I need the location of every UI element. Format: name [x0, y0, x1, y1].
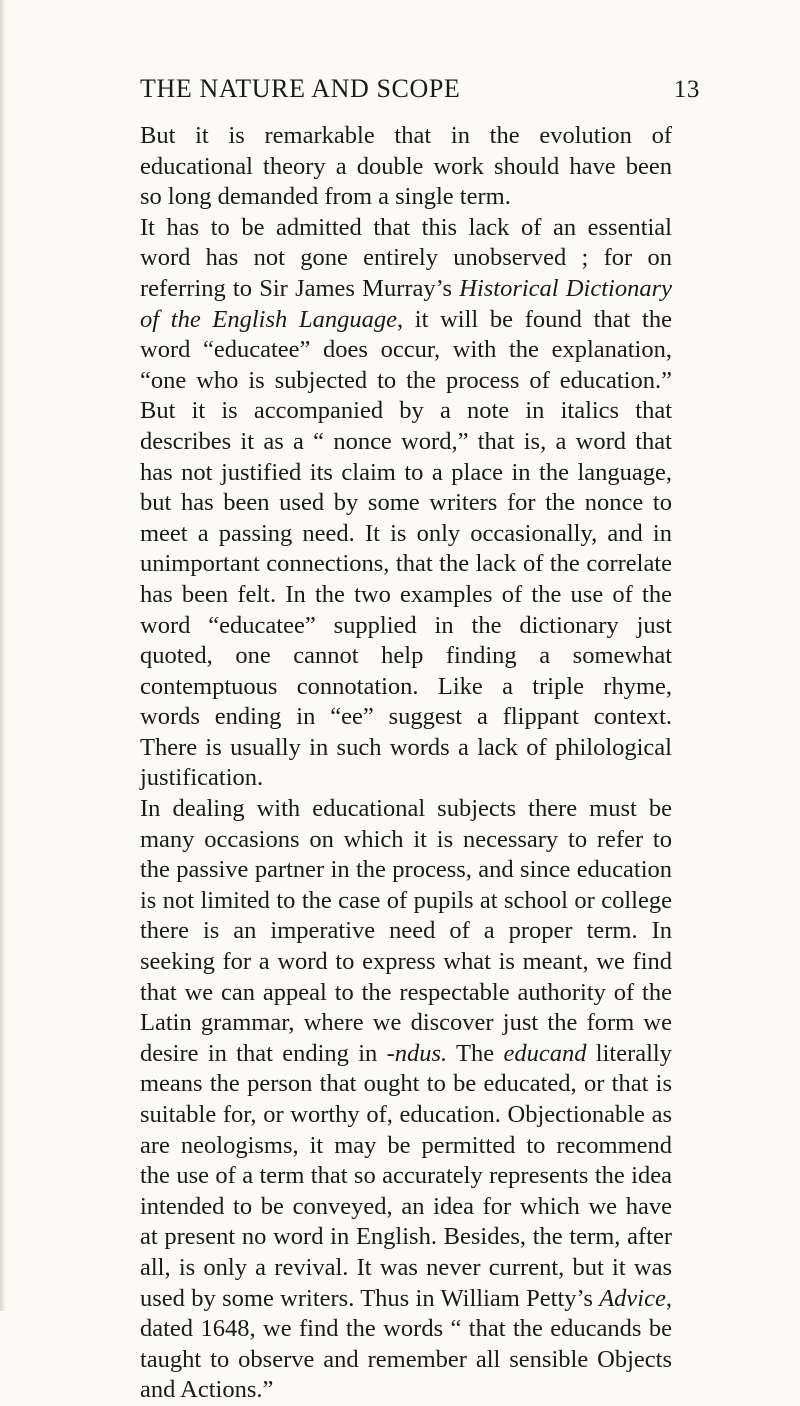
running-header [140, 74, 700, 110]
paragraph-text: In dealing with educational subjects there must be many occasions on which it is necessary to refer to the passive partner in the process, and since education is not limited to the case of pupils at school or college there is an imperative need of a proper term. In seeking for a word to express what is meant, we find that we can appeal to the respectable authority of the Latin grammar, where we discover just the form we desire in that ending in [140, 795, 672, 1067]
paragraph-text: The [447, 1039, 504, 1067]
paragraph-text: , dated 1648, we find the words “ that the educands be taught to observe and remember all sensible Objects and Actions.” [140, 1284, 672, 1404]
paragraph-3 [140, 794, 672, 1406]
educand-italic: educand [503, 1039, 587, 1067]
body-text [140, 121, 672, 1406]
page-number: 13 [673, 76, 700, 103]
paragraph-1 [140, 121, 672, 213]
book-title-italic: Historical Dictionary of the English Language [140, 274, 673, 333]
running-title: THE NATURE AND SCOPE [140, 74, 461, 103]
latin-ending-italic: -ndus. [386, 1039, 448, 1067]
advice-title-italic: Advice [599, 1284, 666, 1312]
paragraph-text: But it is remarkable that in the evolution of educational theory a double work should have been so long demanded from a single term. [140, 122, 672, 211]
paragraph-text: , it will be found that the word “educatee” does occur, with the explanation, “one who is subjected to the process of education.” But it is accompanied by a note in italics that describes it as a “ nonce word,” that is, a word that has not justified its claim to a place in the language, but has been used by some writers for the nonce to meet a passing need. It is only occasionally, and in unimportant connections, that the lack of the correlate has been felt. In the two examples of the use of the word “educatee” supplied in the dictionary just quoted, one cannot help finding a somewhat contemptuous connotation. Like a triple rhyme, words ending in “ee” suggest a flippant context. There is usually in such words a lack of philological justification. [140, 305, 672, 792]
paragraph-2 [140, 213, 672, 794]
paragraph-text: literally means the person that ought to be educated, or that is suitable for, or worthy of, education. Objectionable as are neologisms, it may be permitted to recommend the use of a term that so accurately represents the idea intended to be conveyed, an idea for which we have at present no word in English. Besides, the term, after all, is only a revival. It was never current, but it was used by some writers. Thus in William Petty’s [140, 1039, 672, 1312]
page-edge [0, 0, 6, 1311]
paragraph-text: It has to be admitted that this lack of an essential word has not gone entirely unobserved ; for on referring to Sir James Murray’s [140, 213, 672, 302]
